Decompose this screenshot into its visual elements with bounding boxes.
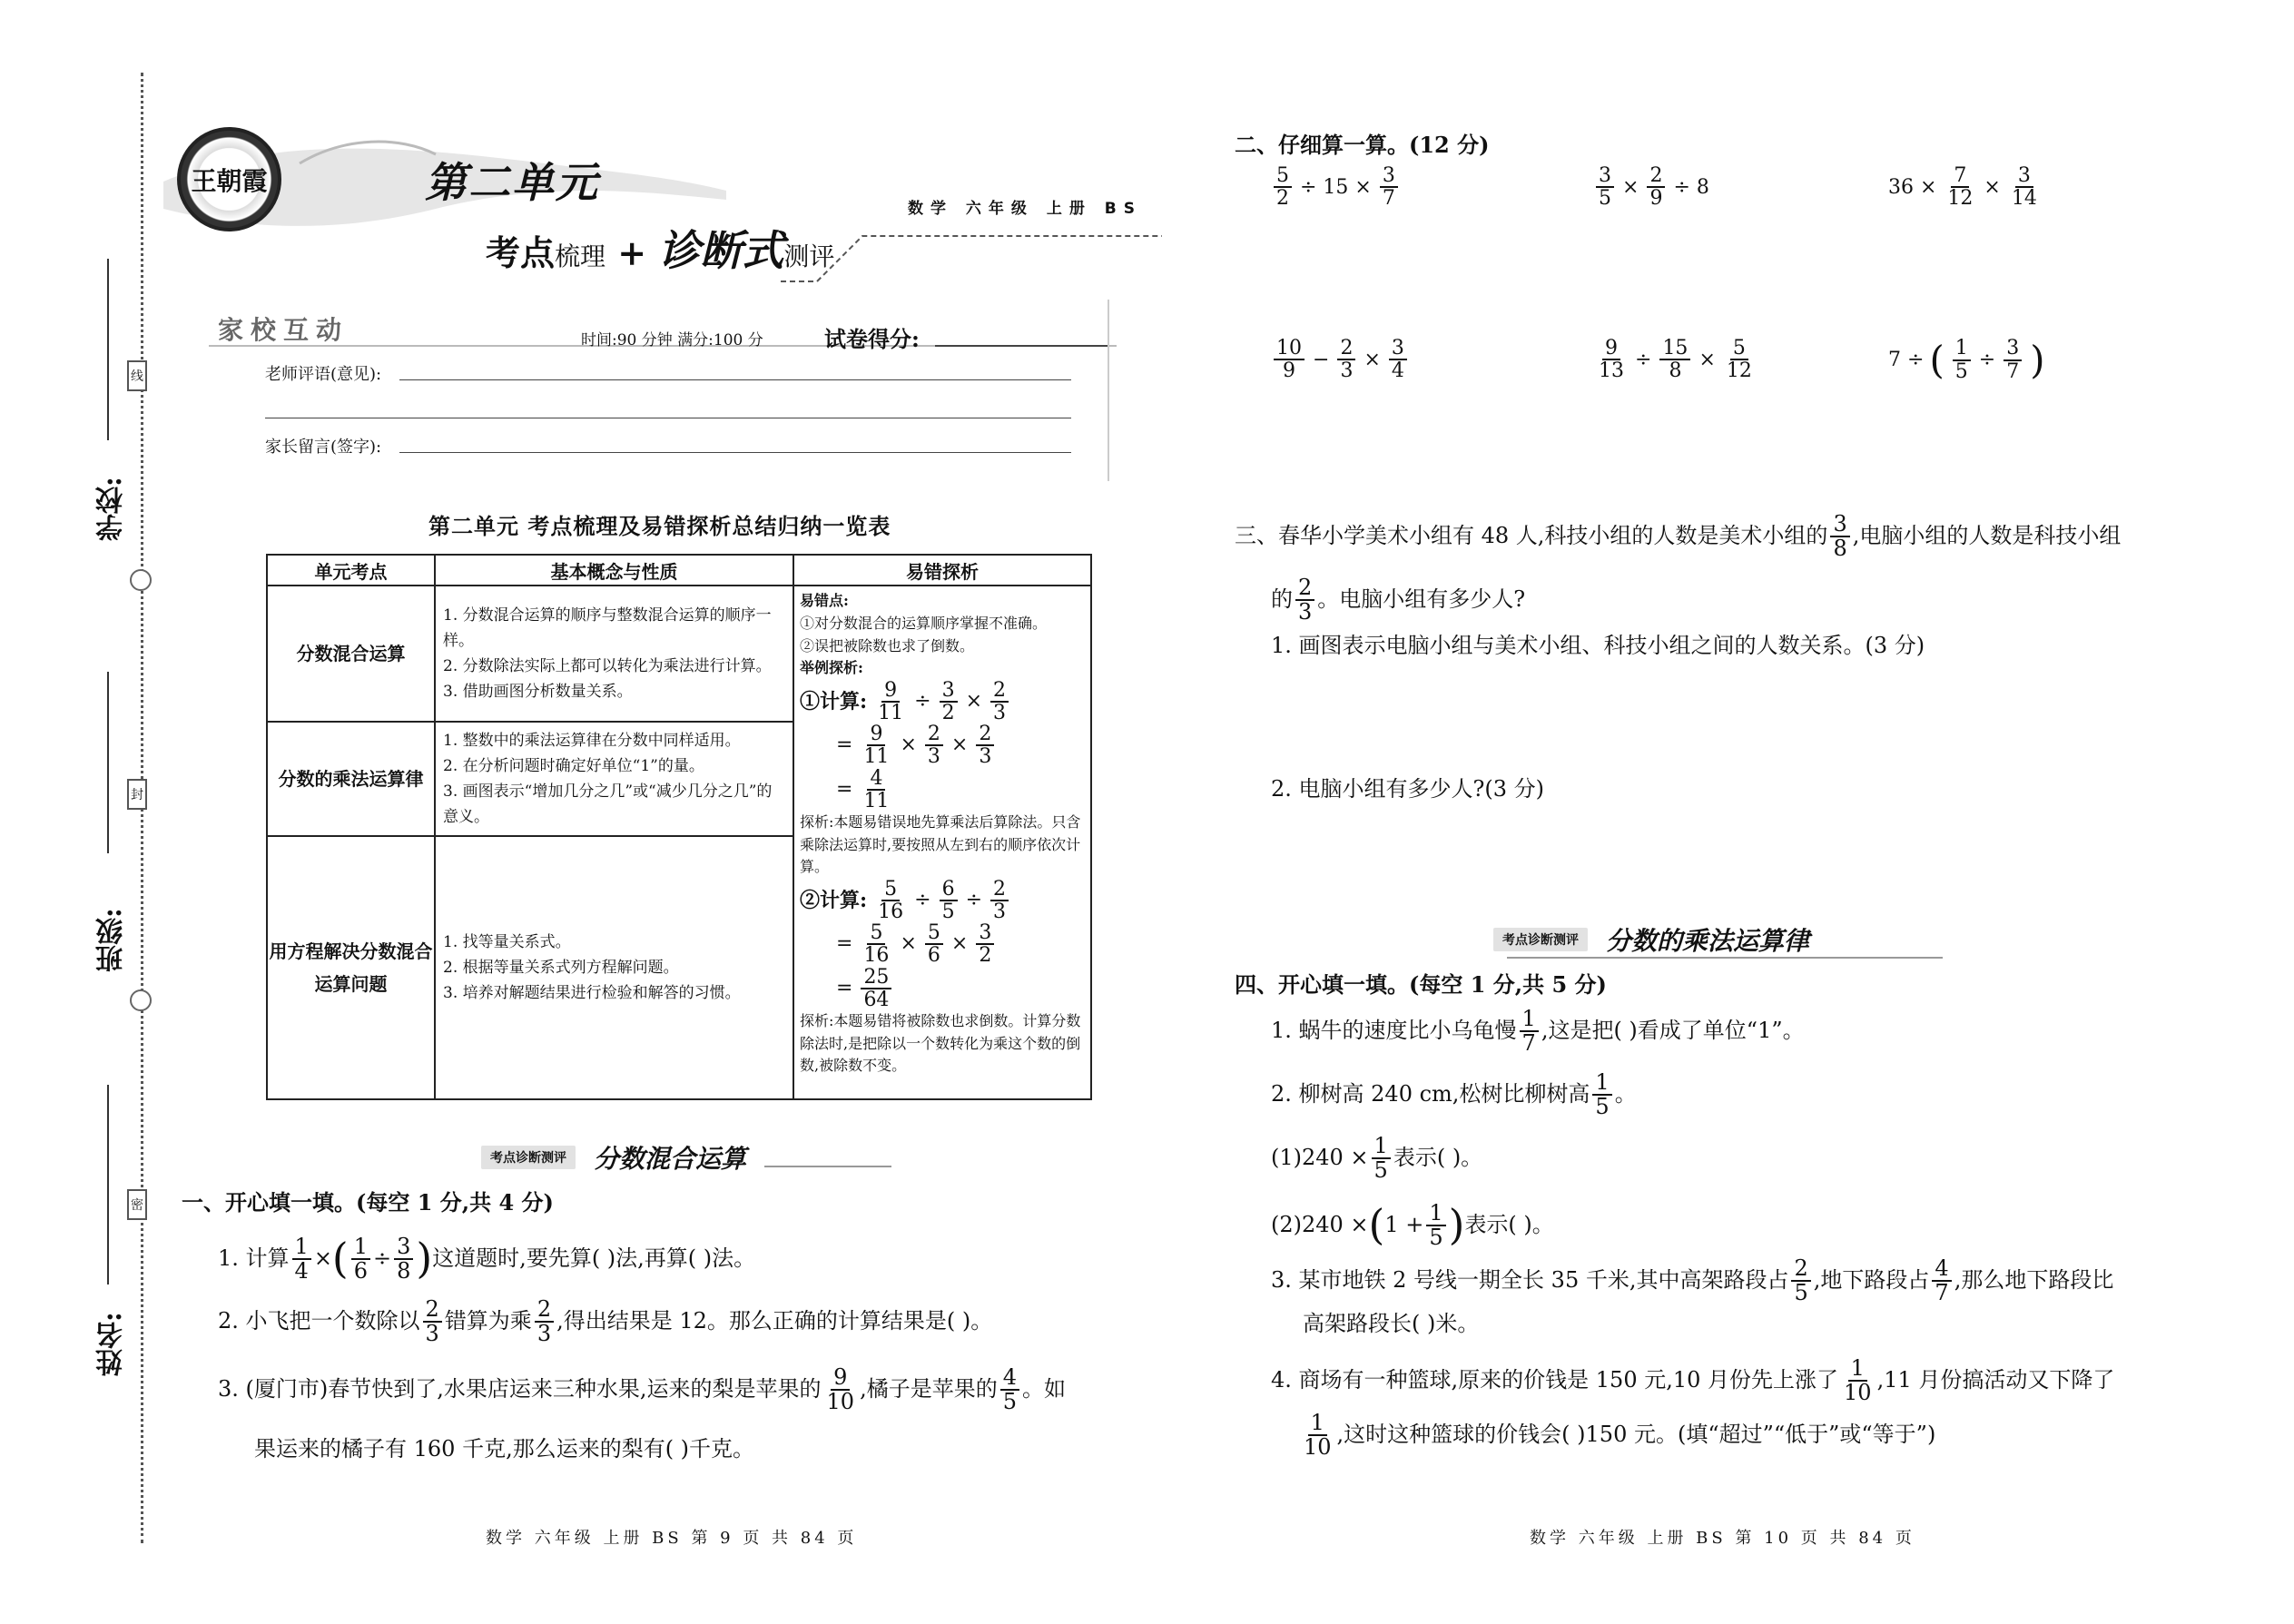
question-text: ,橘子是苹果的 [860, 1376, 998, 1403]
question-text: 表示( )。 [1393, 1145, 1483, 1171]
example-1-step-2: = $\frac{9}{11}$ × $\frac{2}{3}$ × $\frac{2}{3}$ [800, 723, 1085, 767]
banner-tag: 考点诊断测评 [1493, 928, 1588, 951]
question-text: 。电脑小组有多少人? [1317, 586, 1526, 613]
question-text: (2)240 × [1271, 1212, 1369, 1238]
seal-secret-box: 密 [127, 1189, 147, 1220]
table-header: 单元考点 [267, 555, 435, 586]
question-1-1: 1. 计算 $\frac{1}{4}$ × ( $\frac{1}{6}$ ÷ $\frac{3}{8}$ ) 这道题时,要先算( )法,再算( )法。 [218, 1233, 756, 1284]
question-text: 2. 小飞把一个数除以 [218, 1308, 420, 1334]
example-2-step-3: = $\frac{25}{64}$ [800, 967, 1085, 1010]
subtitle-part: 测评 [783, 241, 835, 271]
question-3-2: 2. 电脑小组有多少人?(3 分) [1271, 776, 1545, 802]
question-4-heading: 四、开心填一填。(每空 1 分,共 5 分) [1235, 971, 1607, 998]
parent-comment-field[interactable] [399, 452, 1071, 453]
question-1-3: 3. (厦门市)春节快到了,水果店运来三种水果,运来的梨是苹果的 $\frac{9}{10}$ ,橘子是苹果的 $\frac{4}{5}$ 。如 [218, 1364, 1066, 1415]
brand-logo: 王朝霞 [177, 127, 281, 231]
name-label: 姓名: [96, 1312, 128, 1377]
question-1-3-cont: 果运来的橘子有 160 千克,那么运来的梨有( )千克。 [254, 1436, 755, 1462]
error-point: ①对分数混合的运算顺序掌握不准确。 [800, 614, 1048, 632]
concept-item: 2. 在分析问题时确定好单位“1”的量。 [443, 757, 704, 776]
question-4-2: 2. 柳树高 240 cm,松树比柳树高 $\frac{1}{5}$ 。 [1271, 1069, 1637, 1120]
concept-item: 1. 分数混合运算的顺序与整数混合运算的顺序一样。 [443, 605, 772, 650]
time-score-info: 时间:90 分钟 满分:100 分 [581, 331, 763, 349]
concept-item: 2. 分数除法实际上都可以转化为乘法进行计算。 [443, 657, 772, 675]
table-header: 易错探析 [793, 555, 1091, 586]
concept-item: 2. 根据等量关系式列方程解问题。 [443, 959, 679, 978]
name-fill-line[interactable] [107, 1085, 109, 1284]
question-text: 4. 商场有一种篮球,原来的价钱是 150 元,10 月份先上涨了 [1271, 1367, 1839, 1393]
calc-item: 36 × $\frac{7}{12}$ × $\frac{3}{14}$ [1888, 164, 2037, 211]
question-4-4: 4. 商场有一种篮球,原来的价钱是 150 元,10 月份先上涨了 $\frac{1}{10}$ ,11 月份搞活动又下降了 [1271, 1355, 2115, 1406]
calc-item: $\frac{3}{5}$ × $\frac{2}{9}$ ÷ 8 [1593, 165, 1709, 209]
section-banner [481, 1139, 891, 1176]
question-text: 。 [1614, 1081, 1637, 1107]
subtitle-part: 考点 [486, 232, 556, 273]
binding-hole-icon [130, 989, 152, 1011]
calc-item: $\frac{5}{2}$ ÷ 15 × $\frac{3}{7}$ [1271, 165, 1401, 209]
table-header: 基本概念与性质 [435, 555, 793, 586]
banner-arrow-icon [1507, 957, 1943, 959]
question-text: (1)240 × [1271, 1145, 1369, 1171]
unit-title: 第二单元 [425, 158, 599, 207]
question-text: ,这是把( )看成了单位“1”。 [1541, 1018, 1805, 1044]
table-concepts [435, 586, 793, 722]
question-4-4-cont: $\frac{1}{10}$ ,这时这种篮球的价钱会( )150 元。(填“超过”“低于”或“等于”) [1304, 1410, 1936, 1461]
table-topic: 用方程解决分数混合运算问题 [267, 836, 435, 1099]
error-analysis-cell [793, 586, 1091, 1099]
calc-item: $\frac{10}{9}$ − $\frac{2}{3}$ × $\frac{3}{4}$ [1271, 338, 1410, 381]
banner-title: 分数混合运算 [594, 1144, 747, 1174]
school-label: 学校: [96, 477, 128, 542]
example-1-step-3: = $\frac{4}{11}$ [836, 766, 890, 812]
example-2-step-1: ②计算: $\frac{5}{16}$ ÷ $\frac{6}{5}$ ÷ $\frac{2}{3}$ [800, 879, 1085, 922]
school-fill-line[interactable] [107, 259, 109, 440]
question-4-3-cont: 高架路段长( )米。 [1303, 1311, 1480, 1336]
parent-comment-label: 家长留言(签字): [265, 438, 382, 457]
section-banner [1493, 921, 1809, 958]
concept-item: 1. 找等量关系式。 [443, 933, 571, 952]
teacher-comment-label: 老师评语(意见): [265, 365, 382, 384]
question-text: 2. 柳树高 240 cm,松树比柳树高 [1271, 1081, 1590, 1107]
divider [1108, 300, 1109, 481]
summary-table [266, 554, 1092, 1100]
calc-label: ②计算: [800, 889, 868, 913]
subtitle-plus: + [617, 232, 647, 273]
question-4-1: 1. 蜗牛的速度比小乌龟慢 $\frac{1}{7}$ ,这是把( )看成了单位“1”。 [1271, 1006, 1805, 1057]
question-text: 1. 蜗牛的速度比小乌龟慢 [1271, 1018, 1517, 1044]
question-text: 表示( )。 [1464, 1212, 1554, 1238]
question-text: ,这时这种篮球的价钱会( )150 元。(填“超过”“低于”或“等于”) [1336, 1422, 1936, 1448]
table-concepts [435, 722, 793, 836]
question-text: 。如 [1021, 1376, 1066, 1403]
question-text: ,11 月份搞活动又下降了 [1876, 1367, 2115, 1393]
calc-item: 7 ÷ ( $\frac{1}{5}$ ÷ $\frac{3}{7}$ ) [1888, 337, 2045, 383]
question-text: 3. 某市地铁 2 号线一期全长 35 千米,其中高架路段占 [1271, 1267, 1789, 1294]
teacher-comment-field[interactable] [399, 379, 1071, 380]
subject-grade-tag: 数学 六年级 上册 BS [908, 200, 1142, 218]
home-school-label: 家校互动 [218, 315, 350, 345]
header-dashed-line-decoration [781, 218, 1162, 290]
binding-hole-icon [130, 569, 152, 591]
question-1-2: 2. 小飞把一个数除以 $\frac{2}{3}$ 错算为乘 $\frac{2}{3}$ ,得出结果是 12。那么正确的计算结果是( )。 [218, 1296, 993, 1347]
question-text: 1. 计算 [218, 1245, 290, 1272]
example-2-step-2: = $\frac{5}{16}$ × $\frac{5}{6}$ × $\frac{3}{2}$ [800, 922, 1085, 966]
banner-arrow-icon [764, 1166, 891, 1167]
question-text: 错算为乘 [444, 1308, 532, 1334]
subtitle-part: 梳理 [555, 241, 606, 271]
banner-title: 分数的乘法运算律 [1606, 926, 1810, 956]
summary-table-title: 第二单元 考点梳理及易错探析总结归纳一览表 [428, 513, 891, 539]
example-2-analysis: 探析:本题易错将被除数也求倒数。计算分数除法时,是把除以一个数转化为乘这个数的倒数,被除数不变。 [800, 1011, 1081, 1075]
table-topic: 分数混合运算 [267, 586, 435, 722]
score-field[interactable] [935, 345, 1108, 347]
question-text: ,那么地下路段比 [1954, 1267, 2114, 1294]
table-topic: 分数的乘法运算律 [267, 722, 435, 836]
table-concepts [435, 836, 793, 1099]
seal-seal-box: 封 [127, 779, 147, 810]
concept-item: 1. 整数中的乘法运算律在分数中同样适用。 [443, 732, 741, 750]
question-3-heading: 三、春华小学美术小组有 48 人,科技小组的人数是美术小组的 $\frac{3}{8}$ ,电脑小组的人数是科技小组 [1235, 511, 2122, 562]
question-3-heading-cont: 的 $\frac{2}{3}$ 。电脑小组有多少人? [1271, 575, 1526, 625]
question-2-heading: 二、仔细算一算。(12 分) [1235, 132, 1490, 158]
question-4-3: 3. 某市地铁 2 号线一期全长 35 千米,其中高架路段占 $\frac{2}{5}$ ,地下路段占 $\frac{4}{7}$ ,那么地下路段比 [1271, 1255, 2114, 1306]
class-fill-line[interactable] [107, 672, 109, 853]
error-point: ②误把被除数也求了倒数。 [800, 636, 975, 655]
subtitle-part: 诊断式 [658, 226, 784, 275]
question-1-heading: 一、开心填一填。(每空 1 分,共 4 分) [182, 1189, 554, 1216]
question-4-2-1: (1)240 × $\frac{1}{5}$ 表示( )。 [1271, 1133, 1483, 1184]
concept-item: 3. 画图表示“增加几分之几”或“减少几分之几”的意义。 [443, 782, 773, 827]
class-label: 班级: [96, 908, 128, 973]
question-3-1: 1. 画图表示电脑小组与美术小组、科技小组之间的人数关系。(3 分) [1271, 633, 1925, 658]
calc-label: ①计算: [800, 690, 868, 714]
question-text: 这道题时,要先算( )法,再算( )法。 [432, 1245, 756, 1272]
question-text: ,电脑小组的人数是科技小组 [1852, 523, 2122, 549]
error-label: 易错点: [800, 592, 849, 609]
example-1-step-1: ①计算: $\frac{9}{11}$ ÷ $\frac{3}{2}$ × $\frac{2}{3}$ [800, 680, 1085, 723]
calc-item: $\frac{9}{13}$ ÷ $\frac{15}{8}$ × $\frac{5}{12}$ [1599, 337, 1752, 383]
banner-tag: 考点诊断测评 [481, 1146, 576, 1169]
question-text: 3. (厦门市)春节快到了,水果店运来三种水果,运来的梨是苹果的 [218, 1376, 822, 1403]
question-text: 的 [1271, 586, 1293, 613]
left-page-footer: 数学 六年级 上册 BS 第 9 页 共 84 页 [486, 1529, 858, 1548]
question-text: ,地下路段占 [1813, 1267, 1930, 1294]
seal-line-box: 线 [127, 360, 147, 391]
question-4-2-2: (2)240 × ( 1 + $\frac{1}{5}$ ) 表示( )。 [1271, 1199, 1554, 1250]
score-label: 试卷得分: [824, 326, 920, 352]
question-text: 三、春华小学美术小组有 48 人,科技小组的人数是美术小组的 [1235, 523, 1828, 549]
question-text: ,得出结果是 12。那么正确的计算结果是( )。 [556, 1308, 993, 1334]
concept-item: 3. 借助画图分析数量关系。 [443, 683, 633, 702]
example-label: 举例探析: [800, 659, 863, 677]
example-1-analysis: 探析:本题易错误地先算乘法后算除法。只含乘除法运算时,要按照从左到右的顺序依次计算。 [800, 812, 1081, 876]
concept-item: 3. 培养对解题结果进行检验和解答的习惯。 [443, 984, 741, 1003]
right-page-footer: 数学 六年级 上册 BS 第 10 页 共 84 页 [1530, 1529, 1915, 1548]
